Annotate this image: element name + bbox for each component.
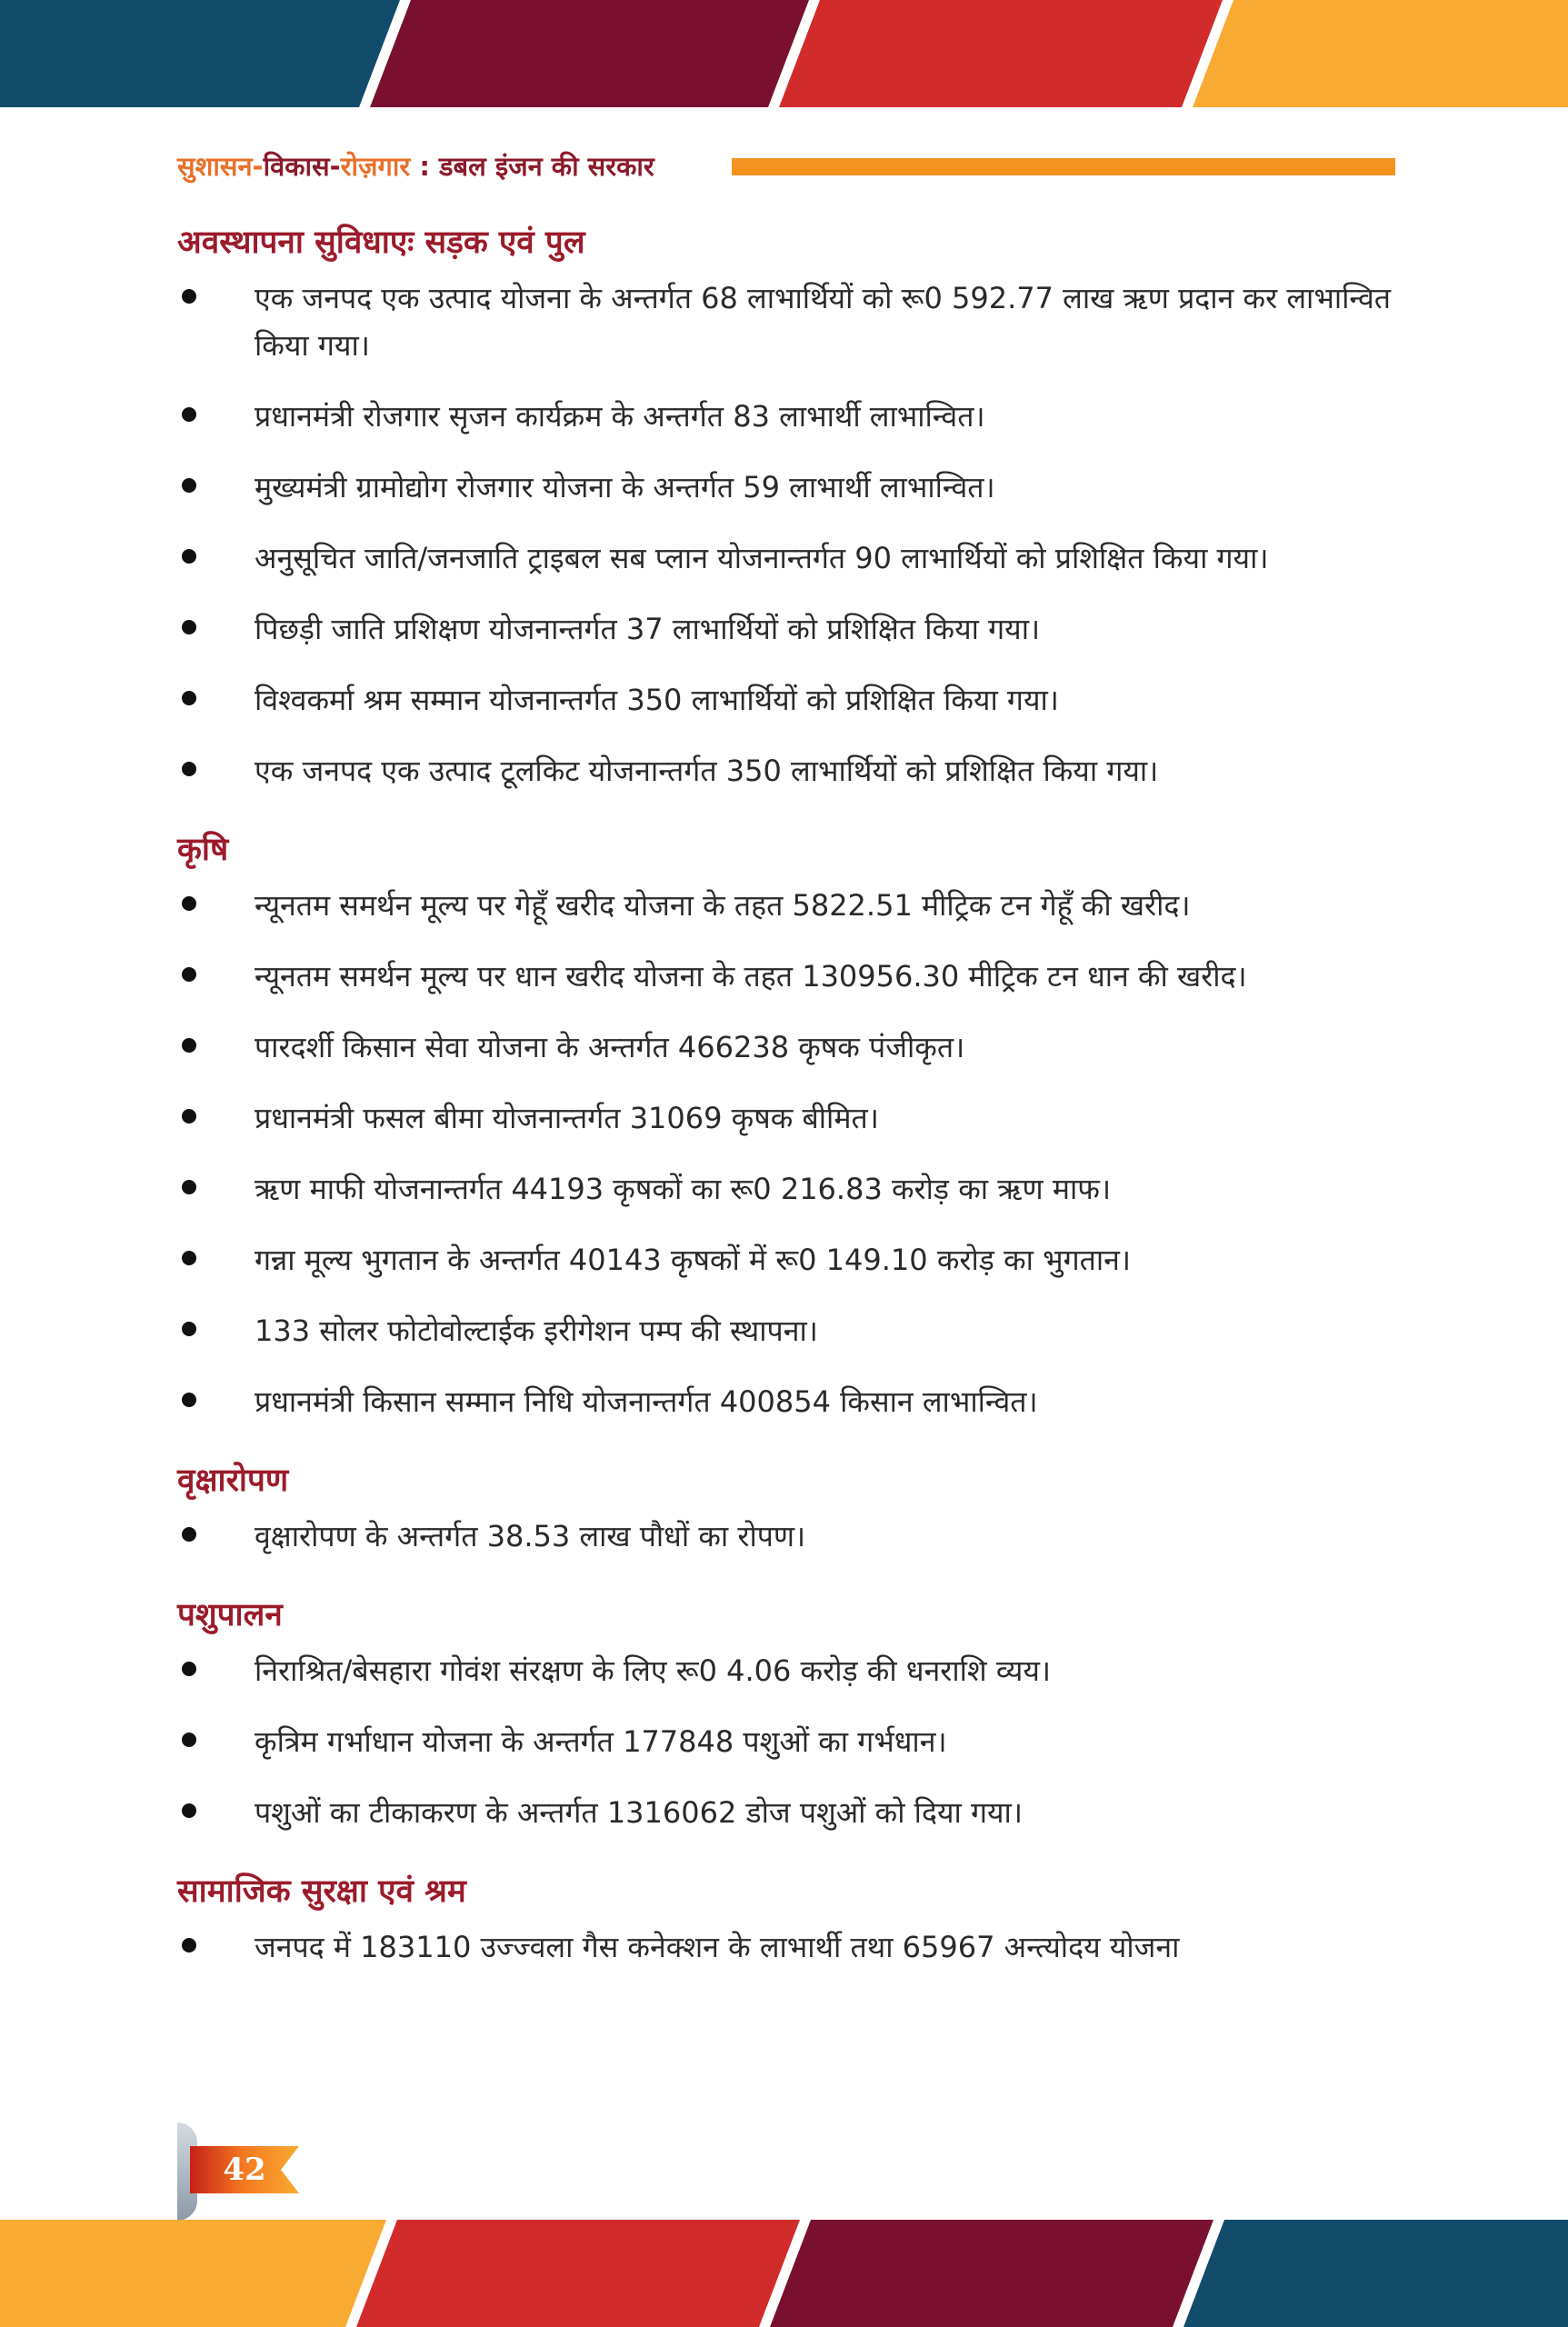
bullet-icon — [182, 1109, 196, 1124]
bullet-icon — [182, 896, 196, 911]
list-item: 133 सोलर फोटोवोल्टाईक इरीगेशन पम्प की स्थापना। — [177, 1307, 1391, 1354]
page-content — [177, 211, 1391, 1994]
running-header — [177, 145, 1395, 187]
list-item: पिछड़ी जाति प्रशिक्षण योजनान्तर्गत 37 लाभार्थियों को प्रशिक्षित किया गया। — [177, 605, 1391, 653]
list-item: जनपद में 183110 उज्ज्वला गैस कनेक्शन के लाभार्थी तथा 65967 अन्त्योदय योजना — [177, 1923, 1391, 1971]
list-item: ऋण माफी योजनान्तर्गत 44193 कृषकों का रू0 216.83 करोड़ का ऋण माफ। — [177, 1165, 1391, 1213]
bullet-icon — [182, 620, 196, 634]
list-item: अनुसूचित जाति/जनजाति ट्राइबल सब प्लान योजनान्तर्गत 90 लाभार्थियों को प्रशिक्षित किया गया। — [177, 534, 1391, 582]
page-number: 42 — [223, 2152, 266, 2188]
top-decorative-band — [0, 0, 1568, 107]
bullet-icon — [182, 1662, 196, 1676]
list-item: न्यूनतम समर्थन मूल्य पर धान खरीद योजना के तहत 130956.30 मीट्रिक टन धान की खरीद। — [177, 953, 1391, 1000]
bullet-icon — [182, 289, 196, 304]
bottom-decorative-band — [0, 2220, 1568, 2327]
section-list-animal-husbandry — [177, 1647, 1391, 1836]
list-item: पशुओं का टीकाकरण के अन्तर्गत 1316062 डोज पशुओं को दिया गया। — [177, 1789, 1391, 1836]
bullet-icon — [182, 762, 196, 776]
section-heading-animal-husbandry: पशुपालन — [177, 1596, 283, 1633]
list-item: प्रधानमंत्री फसल बीमा योजनान्तर्गत 31069 कृषक बीमित। — [177, 1094, 1391, 1142]
list-item: प्रधानमंत्री रोजगार सृजन कार्यक्रम के अन्तर्गत 83 लाभार्थी लाभान्वित। — [177, 393, 1391, 440]
section-heading-social-security: सामाजिक सुरक्षा एवं श्रम — [177, 1873, 466, 1910]
bullet-icon — [182, 1393, 196, 1407]
section-list-social-security — [177, 1923, 1391, 1971]
section-list-agriculture — [177, 882, 1391, 1425]
list-item: न्यूनतम समर्थन मूल्य पर गेहूँ खरीद योजना के तहत 5822.51 मीट्रिक टन गेहूँ की खरीद। — [177, 882, 1391, 929]
header-accent-bar — [732, 158, 1395, 175]
section-list-infrastructure — [177, 275, 1391, 794]
list-item: एक जनपद एक उत्पाद योजना के अन्तर्गत 68 लाभार्थियों को रू0 592.77 लाख ऋण प्रदान कर लाभान्वित किया गया। — [177, 275, 1391, 369]
list-item: मुख्यमंत्री ग्रामोद्योग रोजगार योजना के अन्तर्गत 59 लाभार्थी लाभान्वित। — [177, 464, 1391, 511]
list-item: विश्वकर्मा श्रम सम्मान योजनान्तर्गत 350 लाभार्थियों को प्रशिक्षित किया गया। — [177, 676, 1391, 724]
section-heading-plantation: वृक्षारोपण — [177, 1462, 289, 1499]
bullet-icon — [182, 967, 196, 982]
header-title: सुशासन-विकास-रोज़गार : डबल इंजन की सरकार — [177, 151, 654, 182]
section-heading-infrastructure: अवस्थापना सुविधाएः सड़क एवं पुल — [177, 224, 585, 261]
bullet-icon — [182, 691, 196, 705]
bullet-icon — [182, 1733, 196, 1747]
bullet-icon — [182, 1251, 196, 1265]
bullet-icon — [182, 1803, 196, 1818]
list-item: गन्ना मूल्य भुगतान के अन्तर्गत 40143 कृषकों में रू0 149.10 करोड़ का भुगतान। — [177, 1236, 1391, 1283]
bullet-icon — [182, 407, 196, 422]
list-item: वृक्षारोपण के अन्तर्गत 38.53 लाख पौधों का रोपण। — [177, 1513, 1391, 1560]
bullet-icon — [182, 1527, 196, 1542]
bullet-icon — [182, 1938, 196, 1952]
list-item: एक जनपद एक उत्पाद टूलकिट योजनान्तर्गत 350 लाभार्थियों को प्रशिक्षित किया गया। — [177, 747, 1391, 794]
list-item: निराश्रित/बेसहारा गोवंश संरक्षण के लिए रू0 4.06 करोड़ की धनराशि व्यय। — [177, 1647, 1391, 1694]
bullet-icon — [182, 1322, 196, 1336]
bullet-icon — [182, 549, 196, 564]
list-item: कृत्रिम गर्भाधान योजना के अन्तर्गत 177848 पशुओं का गर्भधान। — [177, 1718, 1391, 1765]
bullet-icon — [182, 478, 196, 493]
bullet-icon — [182, 1180, 196, 1194]
bullet-icon — [182, 1038, 196, 1053]
page-number-badge — [177, 2122, 314, 2221]
section-heading-agriculture: कृषि — [177, 831, 229, 868]
list-item: प्रधानमंत्री किसान सम्मान निधि योजनान्तर्गत 400854 किसान लाभान्वित। — [177, 1378, 1391, 1425]
section-list-plantation — [177, 1513, 1391, 1560]
list-item: पारदर्शी किसान सेवा योजना के अन्तर्गत 466238 कृषक पंजीकृत। — [177, 1024, 1391, 1071]
